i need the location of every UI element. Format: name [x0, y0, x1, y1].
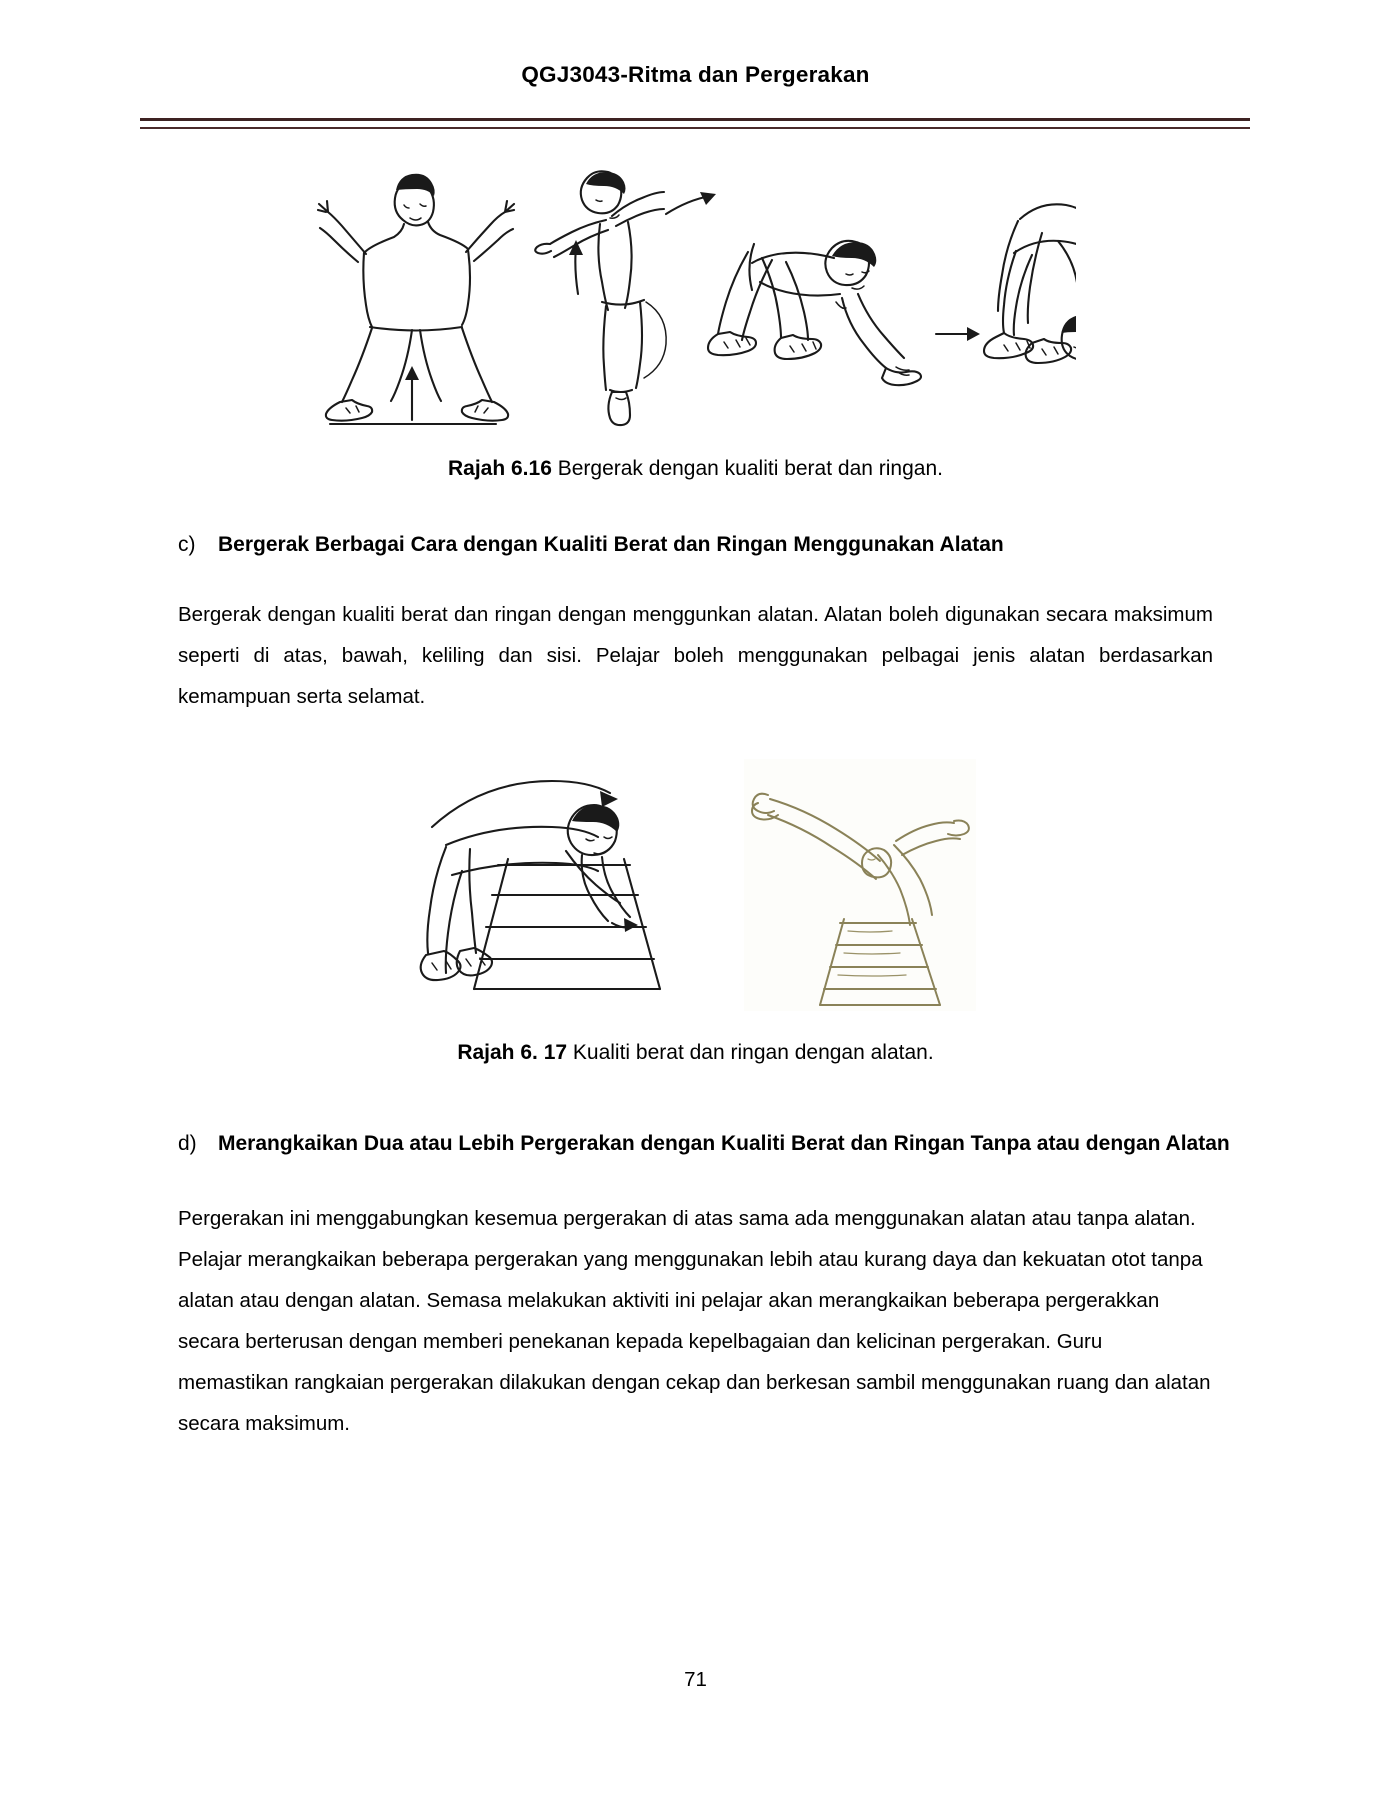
paragraph-d-body: Pergerakan ini menggabungkan kesemua pergerakan di atas sama ada menggunakan alatan atau tanpa alatan. Pelajar merangkaikan beberapa pergerakan yang menggunakan lebih atau kurang daya dan kekuatan otot tanpa alatan atau dengan alatan. Semasa melakukan aktiviti ini pelajar akan merangkaikan beberapa pergerakkan secara berterusan dengan memberi penekanan kepada kepelbagaian dan kelicinan pergerakan. Guru memastikan rangkaian pergerakan dilakukan dengan cekap dan berkesan sambil menggunakan ruang dan alatan secara maksimum.: [178, 1207, 1211, 1436]
section-title-d: Merangkaikan Dua atau Lebih Pergerakan dengan Kualiti Berat dan Ringan Tanpa atau dengan Alatan: [218, 1131, 1230, 1155]
figure-6-17: [0, 759, 1391, 1016]
section-marker-c: c): [178, 533, 196, 557]
pose-star-jump: [318, 174, 514, 424]
paragraph-c-body: Bergerak dengan kualiti berat dan ringan dengan menggunkan alatan. Alatan boleh digunakan secara maksimum seperti di atas, bawah, keliling dan sisi. Pelajar boleh menggunakan pelbagai jenis alatan berdasarkan kemampuan serta selamat.: [178, 603, 1213, 709]
figure-6-17-illustration-right: [744, 759, 976, 1011]
section-heading-d: [0, 1126, 1391, 1163]
page-header: [0, 0, 1391, 130]
figure-6-16-caption-label: Rajah 6.16: [447, 457, 552, 480]
figure-6-16-caption: [0, 454, 1391, 483]
section-marker-d: d): [178, 1131, 197, 1155]
figure-6-17-panel-left: [416, 759, 726, 1016]
figure-6-17-caption-label: Rajah 6. 17: [457, 1041, 568, 1065]
page-content: [0, 130, 1391, 1444]
figure-6-17-caption-text: Kualiti berat dan ringan dengan alatan.: [567, 1041, 934, 1065]
pose-arch-back: [535, 171, 716, 425]
section-title-c: Bergerak Berbagai Cara dengan Kualiti Berat dan Ringan Menggunakan Alatan: [218, 533, 1004, 557]
figure-6-17-caption: [0, 1038, 1391, 1067]
header-rule-divider: [140, 118, 1250, 129]
section-heading-c: [0, 527, 1391, 564]
figure-6-16-illustration: [316, 142, 1076, 432]
transition-arrow: [936, 327, 980, 341]
figure-6-16-caption-text: Bergerak dengan kualiti berat dan ringan.: [551, 457, 943, 480]
pose-deep-fold: [984, 204, 1076, 363]
pose-bend-forward: [708, 241, 921, 385]
figure-6-17-panel-right: [744, 759, 976, 1011]
figure-6-16: [0, 142, 1391, 432]
figure-6-17-illustration-left: [416, 759, 726, 1011]
page-number: 71: [684, 1668, 707, 1691]
header-title: QGJ3043-Ritma dan Pergerakan: [521, 62, 870, 87]
